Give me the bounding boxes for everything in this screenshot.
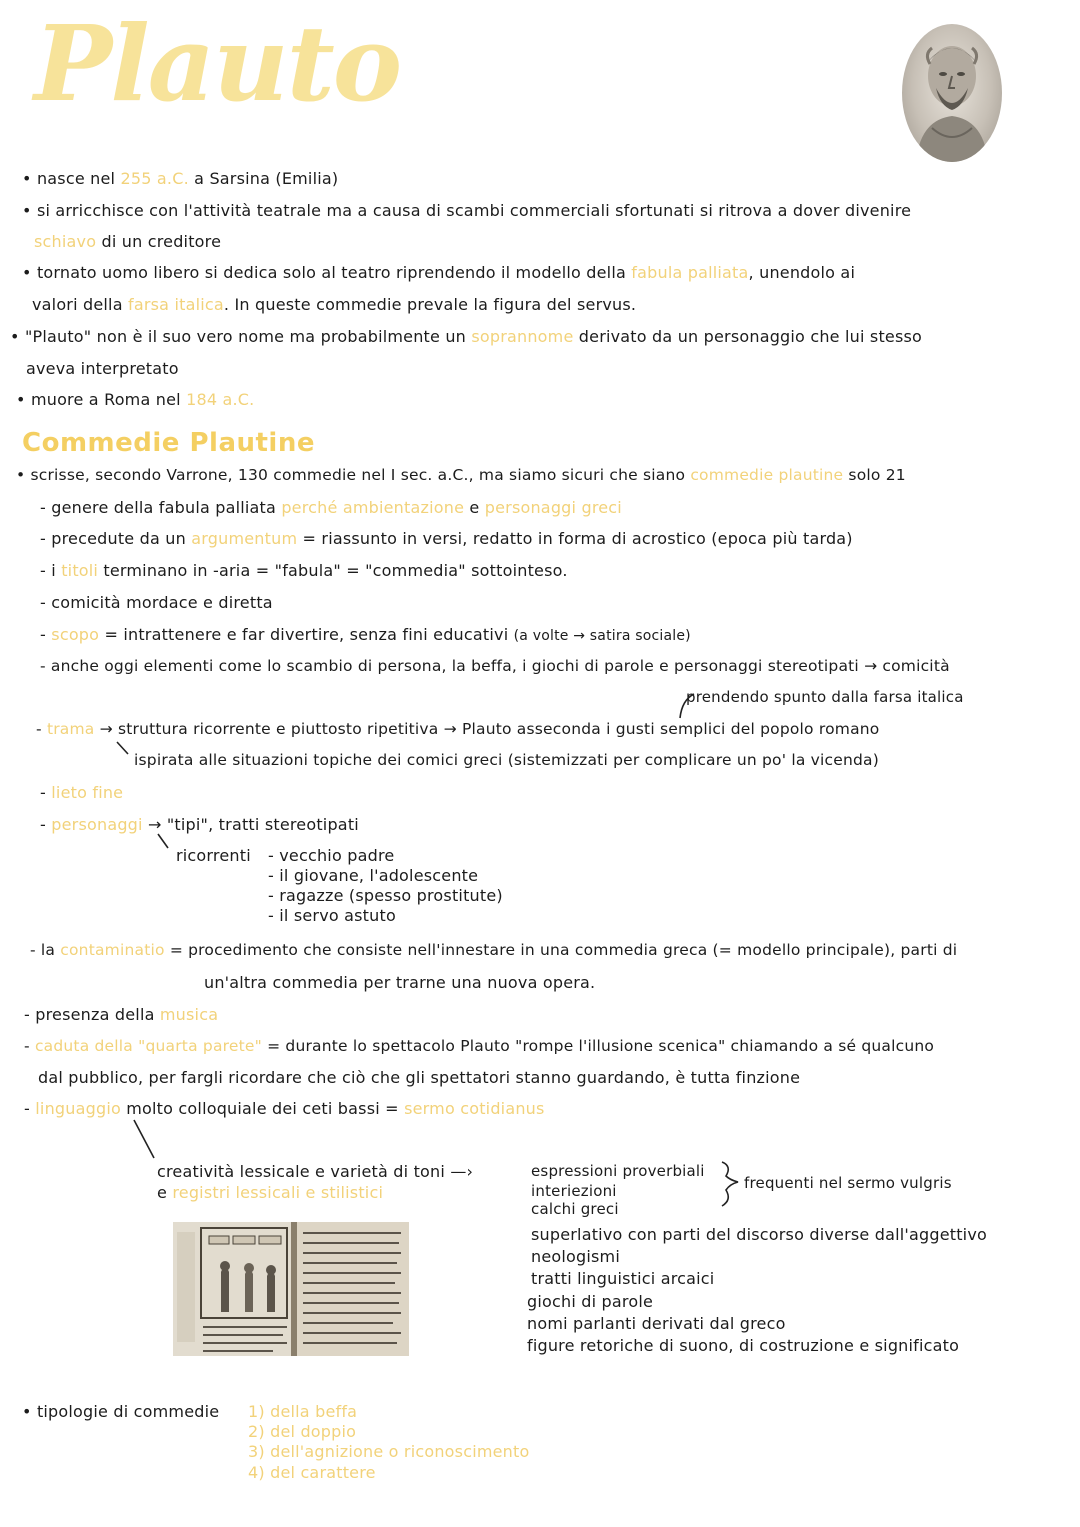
creativita-text: creatività lessicale e varietà di toni —› bbox=[157, 1162, 474, 1181]
type-3: - ragazze (spesso prostitute) bbox=[268, 886, 503, 905]
commedie-count: • scrisse, secondo Varrone, 130 commedie nel I sec. a.C., ma siamo sicuri che siano commedie plautine solo 21 bbox=[16, 466, 906, 484]
commedie-scopo: - scopo = intrattenere e far divertire, senza fini educativi (a volte → satira sociale) bbox=[40, 625, 691, 644]
bio-farsa: valori della farsa italica. In queste commedie prevale la figura del servus. bbox=[32, 295, 637, 314]
commedie-oggi: - anche oggi elementi come lo scambio di persona, la beffa, i giochi di parole e personaggi stereotipati → comicità bbox=[40, 657, 950, 675]
commedie-finzione: dal pubblico, per fargli ricordare che ciò che gli spettatori stanno guardando, è tutta finzione bbox=[38, 1068, 801, 1087]
commedie-musica: - presenza della musica bbox=[24, 1005, 219, 1024]
list-b-4: giochi di parole bbox=[527, 1292, 654, 1311]
bio-rich: • si arricchisce con l'attività teatrale ma a causa di scambi commerciali sfortunati si ritrova a dover divenire bbox=[22, 201, 912, 220]
section-title: Commedie Plautine bbox=[22, 428, 315, 458]
page-title: Plauto bbox=[34, 2, 401, 125]
commedie-contaminatio-2: un'altra commedia per trarne una nuova opera. bbox=[204, 973, 596, 992]
list-b-5: nomi parlanti derivati dal greco bbox=[527, 1314, 786, 1333]
arrow-down-icon bbox=[158, 834, 168, 848]
commedie-quarta-parete: - caduta della "quarta parete" = durante lo spettacolo Plauto "rompe l'illusione scenica" chiamando a sé qualcuno bbox=[24, 1037, 935, 1055]
type-1: - vecchio padre bbox=[268, 846, 395, 865]
list-a-3: calchi greci bbox=[531, 1200, 619, 1218]
commedie-contaminatio: - la contaminatio = procedimento che consiste nell'innestare in una commedia greca (= modello principale), parti di bbox=[30, 941, 958, 959]
commedie-ricorrenti: ricorrenti bbox=[176, 846, 251, 865]
tipologia-4: 4) del carattere bbox=[248, 1463, 376, 1482]
linguaggio-line bbox=[134, 1120, 154, 1158]
type-2: - il giovane, l'adolescente bbox=[268, 866, 479, 885]
bio-name: • "Plauto" non è il suo vero nome ma probabilmente un soprannome derivato da un personaggio che lui stesso bbox=[10, 327, 923, 346]
list-a-2: interiezioni bbox=[531, 1182, 617, 1200]
tipologia-1: 1) della beffa bbox=[248, 1402, 358, 1421]
tipologia-3: 3) dell'agnizione o riconoscimento bbox=[248, 1442, 530, 1461]
commedie-spunto: prendendo spunto dalla farsa italica bbox=[686, 688, 964, 706]
old-book-illustration bbox=[173, 1222, 409, 1356]
arrow-up-icon bbox=[680, 694, 694, 718]
commedie-trama: - trama → struttura ricorrente e piuttosto ripetitiva → Plauto asseconda i gusti semplici del popolo romano bbox=[36, 720, 880, 738]
bio-interpreted: aveva interpretato bbox=[26, 359, 179, 378]
commedie-titoli: - i titoli terminano in -aria = "fabula" = "commedia" sottointeso. bbox=[40, 561, 568, 580]
bio-free: • tornato uomo libero si dedica solo al teatro riprendendo il modello della fabula palliata, unendolo ai bbox=[22, 263, 856, 282]
list-a-1: espressioni proverbiali bbox=[531, 1162, 705, 1180]
tipologie-label: • tipologie di commedie bbox=[22, 1402, 220, 1421]
commedie-lieto-fine: - lieto fine bbox=[40, 783, 124, 802]
registri-text: e registri lessicali e stilistici bbox=[157, 1183, 384, 1202]
commedie-argumentum: - precedute da un argumentum = riassunto in versi, redatto in forma di acrostico (epoca più tarda) bbox=[40, 529, 853, 548]
commedie-comicita: - comicità mordace e diretta bbox=[40, 593, 273, 612]
arrow-down-icon bbox=[117, 742, 128, 754]
commedie-linguaggio: - linguaggio molto colloquiale dei ceti bassi = sermo cotidianus bbox=[24, 1099, 545, 1118]
tipologia-2: 2) del doppio bbox=[248, 1422, 357, 1441]
bio-birth: • nasce nel 255 a.C. a Sarsina (Emilia) bbox=[22, 169, 339, 188]
list-b-6: figure retoriche di suono, di costruzione e significato bbox=[527, 1336, 960, 1355]
bio-death: • muore a Roma nel 184 a.C. bbox=[16, 390, 255, 409]
list-b-1: superlativo con parti del discorso diverse dall'aggettivo bbox=[531, 1225, 987, 1244]
commedie-ispirata: ispirata alle situazioni topiche dei comici greci (sistemizzati per complicare un po' la vicenda) bbox=[134, 751, 880, 769]
commedie-personaggi: - personaggi → "tipi", tratti stereotipati bbox=[40, 815, 359, 834]
list-b-3: tratti linguistici arcaici bbox=[531, 1269, 715, 1288]
list-b-2: neologismi bbox=[531, 1247, 620, 1266]
type-4: - il servo astuto bbox=[268, 906, 396, 925]
bio-slave: schiavo di un creditore bbox=[34, 232, 222, 251]
brace-icon bbox=[722, 1162, 738, 1206]
commedie-genere: - genere della fabula palliata perché ambientazione e personaggi greci bbox=[40, 498, 622, 517]
brace-note: frequenti nel sermo vulgris bbox=[744, 1174, 952, 1192]
